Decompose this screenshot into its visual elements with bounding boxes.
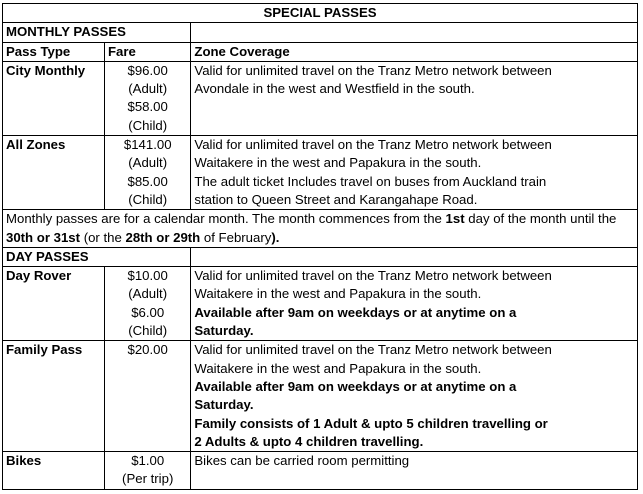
note-bold: 28th or 29th (125, 229, 201, 245)
zone-coverage-cell (191, 267, 638, 341)
table-row (3, 267, 638, 341)
pass-name: Family Pass (3, 341, 105, 452)
day-section-heading: DAY PASSES (3, 247, 191, 266)
note-bold: ). (271, 229, 280, 245)
fare-child-price: $58.00 (127, 99, 168, 115)
header-fare: Fare (105, 42, 191, 61)
zone-line: Waitakere in the west and Papakura in the south. (194, 155, 482, 171)
note-text: of February (200, 229, 272, 245)
header-row (3, 42, 638, 61)
fare-adult-price: $96.00 (127, 62, 168, 78)
zone-line: station to Queen Street and Karangahape Road. (194, 191, 478, 207)
fare-price: $20.00 (127, 342, 168, 358)
day-section-row (3, 247, 638, 266)
pass-name: Day Rover (3, 267, 105, 341)
fare-child-price: $85.00 (127, 173, 168, 189)
note-bold: 1st (445, 211, 465, 227)
fare-adult-price: $10.00 (127, 268, 168, 284)
pass-name: Bikes (3, 452, 105, 490)
fare-child-label: (Child) (128, 323, 168, 339)
table-row (3, 61, 638, 135)
zone-line: Bikes can be carried room permitting (194, 453, 410, 469)
zone-coverage-cell (191, 136, 638, 210)
special-passes-table (2, 3, 638, 490)
zone-line: Avondale in the west and Westfield in the south. (194, 81, 475, 97)
zone-line-bold: Saturday. (194, 397, 254, 413)
zone-line-bold: Available after 9am on weekdays or at anytime on a (194, 378, 517, 394)
zone-line-bold: Family consists of 1 Adult & upto 5 children travelling or (194, 415, 548, 431)
fare-cell (105, 341, 191, 452)
zone-line-bold: Available after 9am on weekdays or at anytime on a (194, 304, 517, 320)
zone-line: Waitakere in the west and Papakura in the south. (194, 286, 482, 302)
header-pass-type: Pass Type (3, 42, 105, 61)
zone-line: Valid for unlimited travel on the Tranz Metro network between (194, 268, 552, 284)
monthly-note-row (3, 210, 638, 248)
fare-child-label: (Child) (128, 191, 168, 207)
fare-child-price: $6.00 (131, 304, 165, 320)
pass-name: All Zones (3, 136, 105, 210)
zone-coverage-cell (191, 341, 638, 452)
table-title: SPECIAL PASSES (3, 4, 638, 23)
fare-child-label: (Child) (128, 117, 168, 133)
zone-line: Valid for unlimited travel on the Tranz Metro network between (194, 137, 552, 153)
fare-adult-label: (Adult) (128, 286, 168, 302)
note-text: (or the (80, 229, 126, 245)
table-row (3, 341, 638, 452)
title-row (3, 4, 638, 23)
monthly-section-heading: MONTHLY PASSES (3, 23, 191, 42)
fare-label: (Per trip) (122, 471, 174, 487)
fare-price: $1.00 (131, 453, 165, 469)
fare-adult-label: (Adult) (128, 155, 168, 171)
fare-adult-label: (Adult) (128, 81, 168, 97)
monthly-note (3, 210, 638, 248)
zone-line: Waitakere in the west and Papakura in the south. (194, 360, 482, 376)
fare-cell (105, 136, 191, 210)
table-row (3, 136, 638, 210)
empty-cell (191, 247, 638, 266)
note-bold: 30th or 31st (6, 229, 81, 245)
zone-coverage-cell (191, 61, 638, 135)
zone-line: The adult ticket Includes travel on buses from Auckland train (194, 173, 547, 189)
fare-cell (105, 452, 191, 490)
note-text: day of the month until the (464, 211, 617, 227)
empty-cell (191, 23, 638, 42)
header-zone-coverage: Zone Coverage (191, 42, 638, 61)
note-text: Monthly passes are for a calendar month. The month commences from the (6, 211, 446, 227)
zone-line: Valid for unlimited travel on the Tranz Metro network between (194, 62, 552, 78)
fare-adult-price: $141.00 (123, 137, 172, 153)
pass-name: City Monthly (3, 61, 105, 135)
table-row (3, 452, 638, 490)
zone-coverage-cell (191, 452, 638, 490)
zone-line-bold: 2 Adults & upto 4 children travelling. (194, 433, 424, 449)
zone-line-bold: Saturday. (194, 323, 254, 339)
fare-cell (105, 61, 191, 135)
monthly-section-row (3, 23, 638, 42)
zone-line: Valid for unlimited travel on the Tranz Metro network between (194, 342, 552, 358)
fare-cell (105, 267, 191, 341)
